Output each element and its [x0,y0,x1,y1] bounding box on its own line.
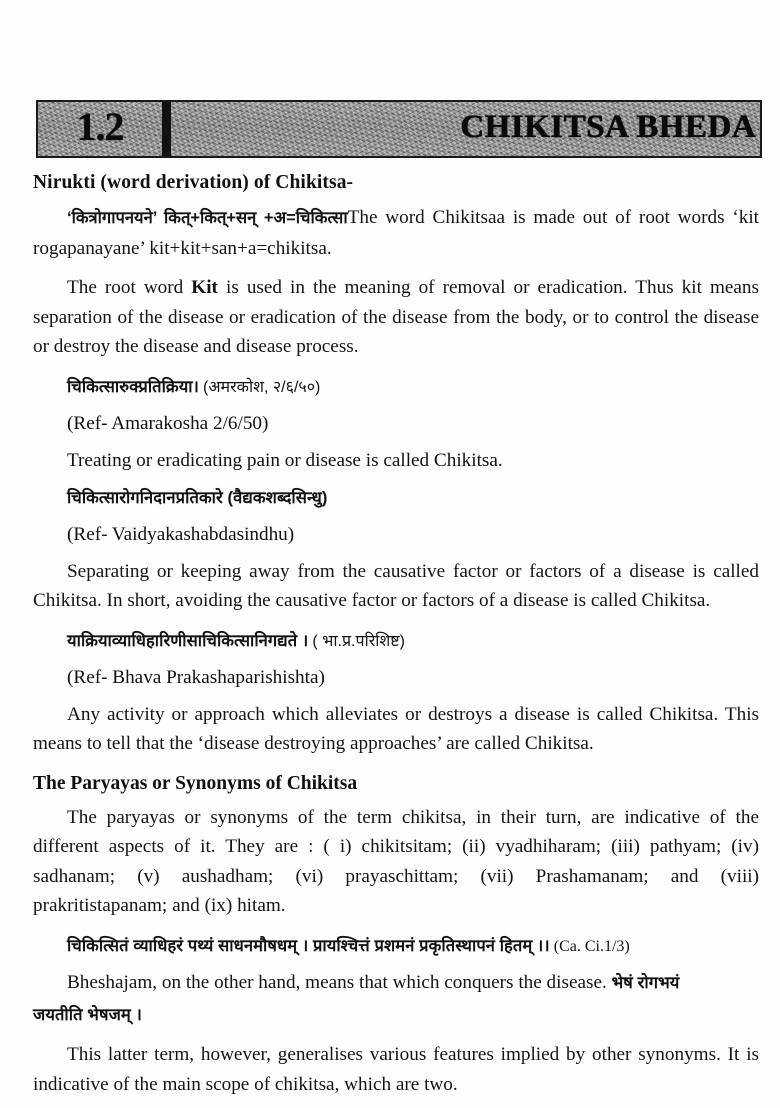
banner-divider-rule [162,102,171,156]
devanagari-bhavaprakasha-source: ( भा.प्र.परिशिष्ट) [312,632,405,650]
paragraph-gloss-bhavaprakasha: Any activity or approach which alleviates or destroys a disease is called Chikitsa. This means to tell that the ‘disease destroying approaches’ are called Chikitsa. [33,703,759,754]
body-content [33,168,759,1099]
quote-bhavaprakasha [67,626,759,657]
heading-nirukti: Nirukti (word derivation) of Chikitsa- [33,172,354,193]
devanagari-bheshajam-line2: जयतीति भेषजम् । [33,1006,142,1024]
derivation-english-text: The word Chikitsaa is made out of root words ‘kit rogapanayane’ kit+kit+san+a=chikitsa. [33,207,760,259]
banner-title-area [171,102,760,156]
devanagari-charaka: चिकित्सितं व्याधिहरं पथ्यं साधनमौषधम् । प्रायश्चित्तं प्रशमनं प्रकृतिस्थापनं हितम् ।। [67,936,550,955]
paragraph-spacer [33,1031,759,1040]
devanagari-amarakosha-source: (अमरकोश, २/६/५०) [203,378,321,396]
bheshajam-english-text: Bheshajam, on the other hand, means that which conquers the disease. [67,971,612,993]
paragraph-derivation [33,203,759,263]
gloss-amarakosha: Treating or eradicating pain or disease is called Chikitsa. [67,449,503,471]
root-word-text-end: is used in the meaning of removal or eradication. Thus kit means separation of the disease or eradication of the disease from the body, or to control the disease or destroy the disease and disease process. [33,277,759,357]
reference-amarakosha: (Ref- Amarakosha 2/6/50) [67,412,269,434]
devanagari-bhavaprakasha: याक्रियाव्याधिहारिणीसाचिकित्सानिगद्यते । [67,631,309,650]
devanagari-amarakosha: चिकित्सारुक्प्रतिक्रिया। [67,377,199,396]
quote-vaidyaka [67,483,759,514]
paragraph-gloss-vaidyaka: Separating or keeping away from the causative factor or factors of a disease is called Chikitsa. In short, avoiding the causative factor or factors of a disease is called Chikitsa. [33,560,759,611]
quote-amarakosha [67,372,759,403]
section-number-box [38,102,162,156]
root-word-text-start: The root word [67,277,192,298]
quote-charaka [67,931,759,962]
paragraph-paryayas: The paryayas or synonyms of the term chikitsa, in their turn, are indicative of the different aspects of it. They are : ( i) chikitsitam; (ii) vyadhiharam; (iii) pathyam; (iv) sadhanam; (v) aushadham; (vi) prayaschittam; (vii) Prashamanam; and (viii) prakritistapanam; and (ix) hitam. [33,806,759,916]
paragraph-latter-term: This latter term, however, generalises various features implied by other synonyms. It is indicative of the main scope of chikitsa, which are two. [33,1044,759,1095]
chapter-banner [36,100,762,158]
reference-bhavaprakasha: (Ref- Bhava Prakashaparishishta) [67,666,325,688]
root-word-bold: Kit [191,277,218,298]
paragraph-root-word [33,273,759,362]
devanagari-derivation: ‘कित्रोगापनयने’ कित्+कित्+सन् +अ=चिकित्सा [67,209,348,227]
paragraph-bheshajam [33,968,759,999]
devanagari-vaidyaka: चिकित्सारोगनिदानप्रतिकारे (वैद्यकशब्दसिन्धु) [67,488,328,507]
reference-vaidyaka: (Ref- Vaidyakashabdasindhu) [67,523,295,545]
chapter-title: CHIKITSA BHEDA [460,109,756,145]
devanagari-bheshajam-line1: भेषं रोगभयं [611,973,680,992]
charaka-source-reference: (Ca. Ci.1/3) [553,937,630,955]
paragraph-bheshajam-tail [33,1000,759,1031]
section-number: 1.2 [76,104,124,149]
heading-paryayas: The Paryayas or Synonyms of Chikitsa [33,772,358,794]
